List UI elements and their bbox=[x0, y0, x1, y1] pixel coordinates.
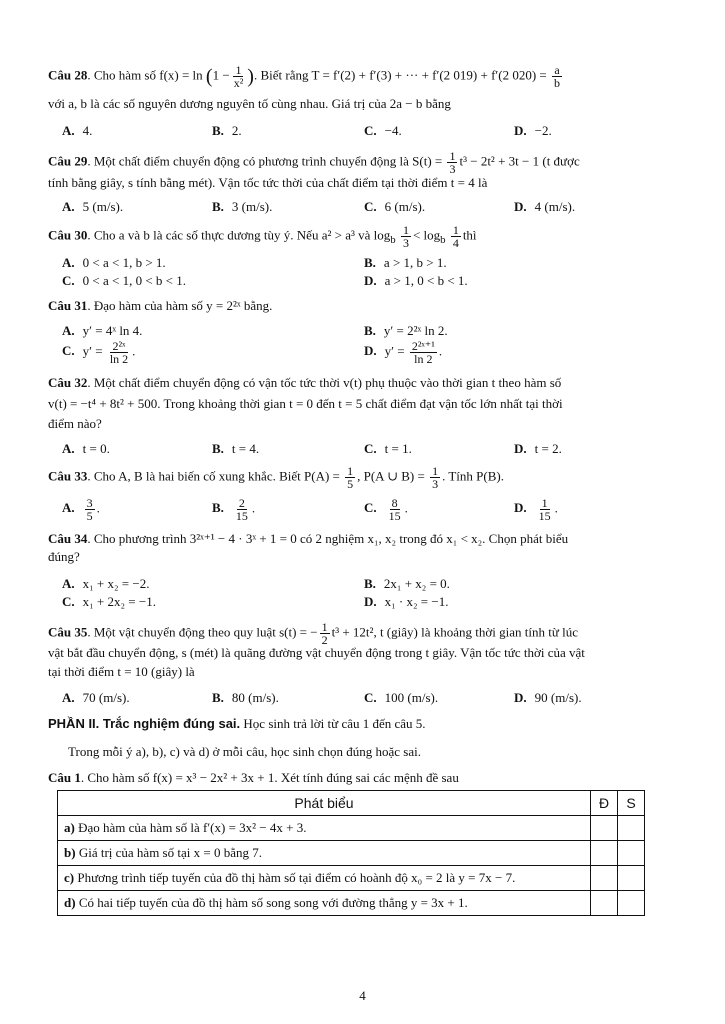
col-true-header: Đ bbox=[591, 791, 618, 816]
false-checkbox-b[interactable] bbox=[618, 841, 645, 866]
q32-option-a[interactable]: A. t = 0. bbox=[62, 441, 110, 456]
q30-option-c[interactable]: C. 0 < a < 1, 0 < b < 1. bbox=[62, 273, 186, 288]
q30-option-b[interactable]: B. a > 1, b > 1. bbox=[364, 255, 447, 270]
false-checkbox-a[interactable] bbox=[618, 816, 645, 841]
q32-label: Câu 32 bbox=[48, 375, 88, 390]
q29-option-c[interactable]: C. 6 (m/s). bbox=[364, 199, 426, 214]
q35-label: Câu 35 bbox=[48, 624, 88, 640]
q30-stem: Câu 30. Cho a và b là các số thực dương tùy ý. Nếu a² > a³ và $\log_b$ $\frac{1}{3}$ < $\log_b$ $\frac{1}{4}$ thì bbox=[48, 223, 477, 250]
q35-line2: vật bắt đầu chuyển động, s (mét) là quãng đường vật chuyển động trong t giây. Vận tốc tức thời của vật bbox=[48, 645, 585, 660]
q31-option-c[interactable]: C. y′ = $\frac{\text{2²ˣ}}{\ln 2}$ . bbox=[62, 339, 136, 366]
q32-option-c[interactable]: C. t = 1. bbox=[364, 441, 412, 456]
table-row: c) Phương trình tiếp tuyến của đồ thị hàm số tại điểm có hoành độ x₀ = 2 là y = 7x − 7. bbox=[58, 866, 645, 891]
q34-label: Câu 34 bbox=[48, 531, 88, 546]
part2-q1-stem: Câu 1. Cho hàm số f(x) = x³ − 2x² + 3x + 1. Xét tính đúng sai các mệnh đề sau bbox=[48, 770, 459, 785]
true-checkbox-c[interactable] bbox=[591, 866, 618, 891]
q29-option-a[interactable]: A. 5 (m/s). bbox=[62, 199, 124, 214]
q31-label: Câu 31 bbox=[48, 298, 88, 313]
q29-option-b[interactable]: B. 3 (m/s). bbox=[212, 199, 273, 214]
q34-option-d[interactable]: D. x₁ · x₂ = −1. bbox=[364, 594, 449, 609]
table-row: d) Có hai tiếp tuyến của đồ thị hàm số song song với đường thẳng y = 3x + 1. bbox=[58, 891, 645, 916]
q30-label: Câu 30 bbox=[48, 227, 88, 243]
q35-line3: tại thời điểm t = 10 (giây) là bbox=[48, 664, 195, 679]
q34-option-c[interactable]: C. x₁ + 2x₂ = −1. bbox=[62, 594, 156, 609]
q32-line1: Câu 32. Một chất điểm chuyển động có vận tốc tức thời v(t) phụ thuộc vào thời gian t theo hàm số bbox=[48, 375, 562, 390]
q28-option-d[interactable]: D. −2. bbox=[514, 123, 552, 138]
q32-option-d[interactable]: D. t = 2. bbox=[514, 441, 562, 456]
q28-fraction-ab: $\frac{a}{b}$ bbox=[554, 63, 561, 90]
q28-option-b[interactable]: B. 2. bbox=[212, 123, 242, 138]
q31-option-a[interactable]: A. y′ = 4ˣ ln 4. bbox=[62, 323, 143, 338]
q31-option-d[interactable]: D. y′ = $\frac{\text{2²ˣ⁺¹}}{\ln 2}$ . bbox=[364, 339, 443, 366]
q35-line1: Câu 35. Một vật chuyển động theo quy luật s(t) = − $\frac{1}{2}$ t³ + 12t², t (giây) là khoảng thời gian tính từ lúc bbox=[48, 620, 578, 647]
q35-option-a[interactable]: A. 70 (m/s). bbox=[62, 690, 130, 705]
q29-option-d[interactable]: D. 4 (m/s). bbox=[514, 199, 576, 214]
table-row: b) Giá trị của hàm số tại x = 0 bằng 7. bbox=[58, 841, 645, 866]
q35-option-b[interactable]: B. 80 (m/s). bbox=[212, 690, 279, 705]
q34-option-b[interactable]: B. 2x₁ + x₂ = 0. bbox=[364, 576, 450, 591]
q29-line2: tính bằng giây, s tính bằng mét). Vận tốc tức thời của chất điểm tại thời điểm t = 4 là bbox=[48, 175, 488, 190]
q28-fraction: $\frac{1}{\text{x²}}$ bbox=[233, 63, 244, 90]
false-checkbox-c[interactable] bbox=[618, 866, 645, 891]
true-false-table bbox=[57, 790, 645, 916]
q34-option-a[interactable]: A. x₁ + x₂ = −2. bbox=[62, 576, 150, 591]
part2-q1-label: Câu 1 bbox=[48, 770, 81, 785]
table-row: a) Đạo hàm của hàm số là f′(x) = 3x² − 4x + 3. bbox=[58, 816, 645, 841]
q32-option-b[interactable]: B. t = 4. bbox=[212, 441, 260, 456]
q30-option-d[interactable]: D. a > 1, 0 < b < 1. bbox=[364, 273, 468, 288]
q33-option-c[interactable]: C. $\frac{8}{15}$ . bbox=[364, 496, 408, 523]
q28-option-a[interactable]: A. 4. bbox=[62, 123, 93, 138]
q32-line3: điểm nào? bbox=[48, 416, 102, 431]
q33-option-b[interactable]: B. $\frac{2}{15}$ . bbox=[212, 496, 256, 523]
page-number: 4 bbox=[359, 988, 366, 1003]
col-false-header: S bbox=[618, 791, 645, 816]
part2-instruction: Trong mỗi ý a), b), c) và d) ở mỗi câu, học sinh chọn đúng hoặc sai. bbox=[68, 744, 421, 759]
true-checkbox-a[interactable] bbox=[591, 816, 618, 841]
q33-stem: Câu 33. Cho A, B là hai biến cố xung khắc. Biết P(A) = $\frac{1}{5}$ , P(A ∪ B) = $\frac{1}{3}$ . Tính P(B). bbox=[48, 464, 504, 491]
q29-label: Câu 29 bbox=[48, 153, 88, 169]
q33-option-a[interactable]: A. $\frac{3}{5}$ . bbox=[62, 496, 100, 523]
q33-option-d[interactable]: D. $\frac{1}{15}$ . bbox=[514, 496, 558, 523]
true-checkbox-b[interactable] bbox=[591, 841, 618, 866]
q33-label: Câu 33 bbox=[48, 468, 88, 484]
table-header-row bbox=[58, 791, 645, 816]
q28-line2: với a, b là các số nguyên dương nguyên tố cùng nhau. Giá trị của 2a − b bằng bbox=[48, 96, 451, 111]
q35-option-c[interactable]: C. 100 (m/s). bbox=[364, 690, 439, 705]
q34-line1: Câu 34. Cho phương trình 3²ˣ⁺¹ − 4 · 3ˣ + 1 = 0 có 2 nghiệm x₁, x₂ trong đó x₁ < x₂. Chọn phát biểu bbox=[48, 531, 569, 546]
part2-heading: PHẦN II. Trắc nghiệm đúng sai. bbox=[48, 716, 241, 731]
q28-option-c[interactable]: C. −4. bbox=[364, 123, 402, 138]
true-checkbox-d[interactable] bbox=[591, 891, 618, 916]
q28-stem: Câu 28. Cho hàm số f(x) = ln (1 − $\frac{1}{\text{x²}}$ ). Biết rằng T = f′(2) + f′(3) + ··· + f′(2 019) + f′(2 020) = $\frac{a}{b}$ bbox=[48, 63, 561, 90]
q28-label: Câu 28 bbox=[48, 67, 88, 83]
q29-stem: Câu 29. Một chất điểm chuyển động có phương trình chuyển động là S(t) = $\frac{1}{3}$ t³ − 2t² + 3t − 1 (t được bbox=[48, 149, 580, 176]
q31-option-b[interactable]: B. y′ = 2²ˣ ln 2. bbox=[364, 323, 448, 338]
q31-stem: Câu 31. Đạo hàm của hàm số y = 2²ˣ bằng. bbox=[48, 298, 273, 313]
part2-heading-line bbox=[48, 716, 426, 732]
q34-line2: đúng? bbox=[48, 549, 80, 564]
col-statement-header: Phát biểu bbox=[58, 791, 591, 816]
part2-heading-rest: Học sinh trả lời từ câu 1 đến câu 5. bbox=[243, 716, 426, 731]
false-checkbox-d[interactable] bbox=[618, 891, 645, 916]
q35-option-d[interactable]: D. 90 (m/s). bbox=[514, 690, 582, 705]
q30-option-a[interactable]: A. 0 < a < 1, b > 1. bbox=[62, 255, 166, 270]
q32-line2: v(t) = −t⁴ + 8t² + 500. Trong khoảng thời gian t = 0 đến t = 5 chất điểm đạt vận tốc lớn nhất tại thời bbox=[48, 396, 563, 411]
